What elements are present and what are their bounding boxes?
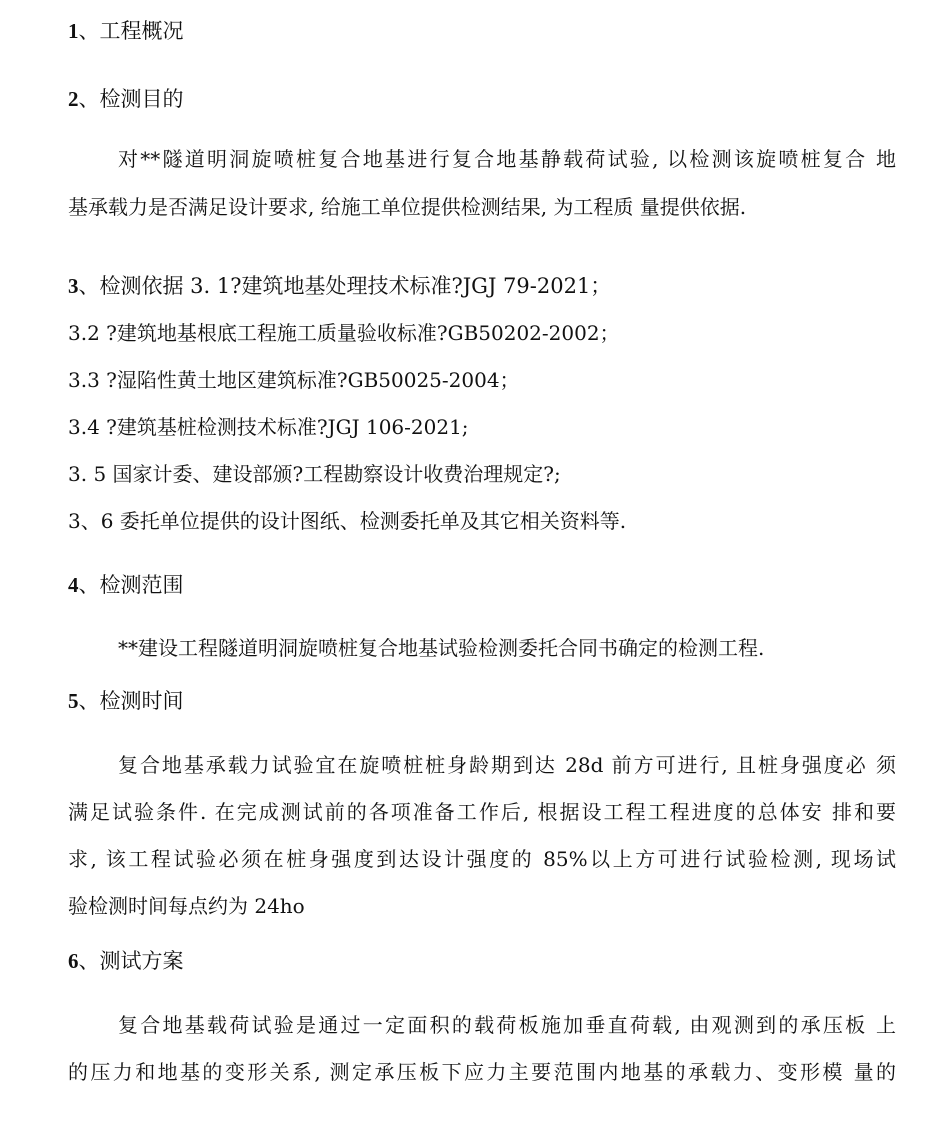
section-1-heading — [68, 17, 184, 45]
section-6-paragraph-line: 的压力和地基的变形关系, 测定承压板下应力主要范围内地基的承载力、变形模 量的 — [68, 1060, 896, 1084]
section-2-paragraph-line: 基承载力是否满足设计要求, 给施工单位提供检测结果, 为工程质 量提供依据. — [68, 195, 747, 219]
section-5-paragraph-line: 求, 该工程试验必须在桩身强度到达设计强度的 85%以上方可进行试验检测, 现场试 — [68, 847, 896, 871]
section-4-heading — [68, 571, 184, 599]
section-6-paragraph-line: 复合地基载荷试验是通过一定面积的载荷板施加垂直荷载, 由观测到的承压板 上 — [118, 1013, 896, 1037]
basis-item: 3、6 委托单位提供的设计图纸、检测委托单及其它相关资料等. — [68, 509, 627, 533]
section-2-number: 2 — [68, 87, 79, 111]
section-4-number: 4 — [68, 573, 79, 597]
section-5-title: 、检测时间 — [78, 689, 184, 713]
basis-item: 3. 5 国家计委、建设部颁?工程勘察设计收费治理规定?; — [68, 462, 561, 486]
section-5-number: 5 — [68, 689, 79, 713]
section-5-paragraph-line: 验检测时间每点约为 24ho — [68, 894, 305, 918]
section-5-paragraph-line: 复合地基承载力试验宜在旋喷桩桩身龄期到达 28d 前方可进行, 且桩身强度必 须 — [118, 753, 896, 777]
section-6-number: 6 — [68, 949, 79, 973]
section-4-title: 、检测范围 — [78, 573, 184, 597]
section-5-heading — [68, 687, 184, 715]
section-4-paragraph: **建设工程隧道明洞旋喷桩复合地基试验检测委托合同书确定的检测工程. — [118, 636, 765, 660]
section-2-title: 、检测目的 — [78, 87, 184, 111]
section-2-paragraph-line: 对**隧道明洞旋喷桩复合地基进行复合地基静载荷试验, 以检测该旋喷桩复合 地 — [118, 147, 896, 171]
section-6-heading — [68, 947, 184, 975]
section-1-number: 1 — [68, 19, 79, 43]
section-1-title: 、工程概况 — [78, 19, 184, 43]
section-6-title: 、测试方案 — [78, 949, 184, 973]
basis-item: 3.2 ?建筑地基根底工程施工质量验收标准?GB50202-2002； — [68, 321, 620, 345]
basis-item: 3.3 ?湿陷性黄土地区建筑标准?GB50025-2004； — [68, 368, 520, 392]
section-5-paragraph-line: 满足试验条件. 在完成测试前的各项准备工作后, 根据设工程工程进度的总体安 排和要 — [68, 800, 896, 824]
section-3-title: 、检测依据 3. 1?建筑地基处理技术标准?JGJ 79-2021； — [78, 274, 612, 298]
basis-item: 3.4 ?建筑基桩检测技术标准?JGJ 106-2021; — [68, 415, 469, 439]
section-3-number: 3 — [68, 274, 79, 298]
section-2-heading — [68, 85, 184, 113]
section-3-heading — [68, 272, 611, 300]
